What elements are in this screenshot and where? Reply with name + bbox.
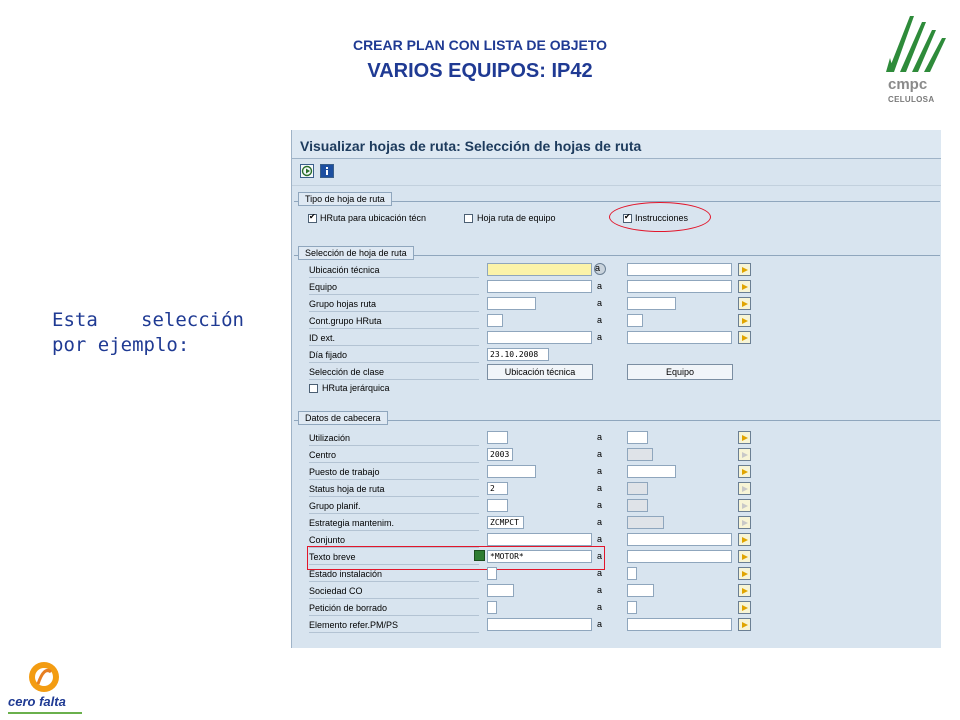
- input-estrategia-mantenim-to: [627, 516, 664, 529]
- range-to-label: a: [597, 332, 603, 342]
- button-ubicacion-tecnica[interactable]: Ubicación técnica: [487, 364, 593, 380]
- input-grupo-hojas-ruta[interactable]: [487, 297, 536, 310]
- checkbox-hruta-ubicacion[interactable]: [308, 214, 317, 223]
- group-tipo-label: Tipo de hoja de ruta: [298, 192, 392, 206]
- multiple-selection-arrow-icon[interactable]: [738, 431, 751, 444]
- input-equipo-to[interactable]: [627, 280, 732, 293]
- input-cont-grupo-hruta[interactable]: [487, 314, 503, 327]
- multiple-selection-arrow-icon[interactable]: [738, 550, 751, 563]
- range-to-label: a: [597, 517, 603, 527]
- multiple-selection-arrow-icon[interactable]: [738, 533, 751, 546]
- input-status-hoja-ruta-to: [627, 482, 648, 495]
- label-sociedad-co: Sociedad CO: [309, 584, 479, 599]
- slide-title-line2: VARIOS EQUIPOS: IP42: [367, 60, 593, 82]
- input-elemento-refer[interactable]: [487, 618, 592, 631]
- input-texto-breve-to[interactable]: [627, 550, 732, 563]
- input-estado-instalacion-to[interactable]: [627, 567, 637, 580]
- label-seleccion-clase: Selección de clase: [309, 365, 479, 380]
- input-dia-fijado[interactable]: 23.10.2008: [487, 348, 549, 361]
- sap-window: [291, 130, 941, 648]
- input-status-hoja-ruta[interactable]: 2: [487, 482, 508, 495]
- range-to-label: a: [597, 281, 603, 291]
- input-estrategia-mantenim[interactable]: ZCMPCT: [487, 516, 524, 529]
- range-to-label: a: [597, 466, 603, 476]
- input-centro[interactable]: 2003: [487, 448, 513, 461]
- celulosa-brand-text: CELULOSA: [888, 95, 935, 104]
- input-centro-to: [627, 448, 653, 461]
- slide-title-line1: CREAR PLAN CON LISTA DE OBJETO: [352, 37, 608, 53]
- label-peticion-borrado: Petición de borrado: [309, 601, 479, 616]
- multiple-selection-arrow-icon[interactable]: [738, 567, 751, 580]
- sap-title-bar: [292, 130, 941, 159]
- input-peticion-borrado[interactable]: [487, 601, 497, 614]
- label-estrategia-mantenim: Estrategia mantenim.: [309, 516, 479, 531]
- input-ubicacion-tecnica[interactable]: [487, 263, 592, 276]
- multiple-selection-arrow-icon: [738, 482, 751, 495]
- input-grupo-hojas-ruta-to[interactable]: [627, 297, 676, 310]
- sap-toolbar: [292, 159, 941, 186]
- cmpc-brand-text: cmpc: [888, 76, 928, 93]
- label-elemento-refer: Elemento refer.PM/PS: [309, 618, 479, 633]
- checkbox-hoja-ruta-equipo-label: Hoja ruta de equipo: [477, 213, 556, 223]
- range-to-label: a: [597, 534, 603, 544]
- cmpc-logo: [880, 14, 946, 104]
- side-text-word1: Esta: [52, 309, 98, 331]
- group-cabecera-label: Datos de cabecera: [298, 411, 388, 425]
- multiple-selection-arrow-icon: [738, 516, 751, 529]
- cmpc-trees-icon: [880, 14, 946, 76]
- input-id-ext-to[interactable]: [627, 331, 732, 344]
- group-seleccion-hoja-ruta: [294, 248, 940, 401]
- multiple-selection-arrow-icon[interactable]: [738, 280, 751, 293]
- label-cont-grupo-hruta: Cont.grupo HRuta: [309, 314, 479, 329]
- label-estado-instalacion: Estado instalación: [309, 567, 479, 582]
- label-dia-fijado: Día fijado: [309, 348, 479, 363]
- side-text-word2: selección: [141, 309, 244, 331]
- multiple-selection-arrow-icon[interactable]: [738, 601, 751, 614]
- input-conjunto[interactable]: [487, 533, 592, 546]
- label-grupo-planif: Grupo planif.: [309, 499, 479, 514]
- input-grupo-planif[interactable]: [487, 499, 508, 512]
- cero-falta-logo: [6, 660, 86, 716]
- input-conjunto-to[interactable]: [627, 533, 732, 546]
- label-centro: Centro: [309, 448, 479, 463]
- multiple-selection-arrow-icon[interactable]: [738, 618, 751, 631]
- input-equipo[interactable]: [487, 280, 592, 293]
- side-text-line2: por ejemplo:: [52, 334, 190, 356]
- range-to-label: a: [597, 500, 603, 510]
- label-conjunto: Conjunto: [309, 533, 479, 548]
- range-to-label: a: [597, 298, 603, 308]
- highlight-oval-instrucciones: [609, 202, 711, 232]
- range-to-label: a: [597, 568, 603, 578]
- label-puesto-trabajo: Puesto de trabajo: [309, 465, 479, 480]
- input-puesto-trabajo-to[interactable]: [627, 465, 676, 478]
- input-puesto-trabajo[interactable]: [487, 465, 536, 478]
- label-utilizacion: Utilización: [309, 431, 479, 446]
- group-seleccion-label: Selección de hoja de ruta: [298, 246, 414, 260]
- sap-window-title: Visualizar hojas de ruta: Selección de hojas de ruta: [300, 138, 642, 154]
- label-grupo-hojas-ruta: Grupo hojas ruta: [309, 297, 479, 312]
- input-texto-breve[interactable]: *MOTOR*: [487, 550, 592, 563]
- button-equipo[interactable]: Equipo: [627, 364, 733, 380]
- multiple-selection-arrow-icon[interactable]: [738, 331, 751, 344]
- range-to-label: a: [597, 483, 603, 493]
- cero-falta-emblem-icon: [24, 660, 64, 696]
- checkbox-hoja-ruta-equipo[interactable]: [464, 214, 473, 223]
- label-equipo: Equipo: [309, 280, 479, 295]
- cero-falta-text: cero falta: [8, 694, 66, 709]
- input-sociedad-co-to[interactable]: [627, 584, 654, 597]
- input-sociedad-co[interactable]: [487, 584, 514, 597]
- multiple-selection-arrow-icon[interactable]: [738, 465, 751, 478]
- input-estado-instalacion[interactable]: [487, 567, 497, 580]
- input-utilizacion[interactable]: [487, 431, 508, 444]
- range-to-label: a: [597, 432, 603, 442]
- input-ubicacion-tecnica-to[interactable]: [627, 263, 732, 276]
- label-status-hoja-ruta: Status hoja de ruta: [309, 482, 479, 497]
- range-to-label: a: [597, 551, 603, 561]
- input-grupo-planif-to: [627, 499, 648, 512]
- checkbox-hruta-jerarquica[interactable]: [309, 384, 318, 393]
- input-peticion-borrado-to[interactable]: [627, 601, 637, 614]
- group-tipo-hoja-ruta: [294, 194, 940, 240]
- multiple-selection-arrow-icon: [738, 499, 751, 512]
- range-to-label: a: [597, 449, 603, 459]
- group-datos-cabecera: [294, 413, 940, 641]
- range-to-label: a: [595, 263, 601, 273]
- range-to-label: a: [597, 619, 603, 629]
- multiple-selection-arrow-icon[interactable]: [738, 297, 751, 310]
- multiple-selection-arrow-icon[interactable]: [738, 584, 751, 597]
- side-text: [52, 308, 244, 358]
- range-to-label: a: [597, 602, 603, 612]
- label-texto-breve: Texto breve: [309, 550, 479, 565]
- input-utilizacion-to[interactable]: [627, 431, 648, 444]
- input-elemento-refer-to[interactable]: [627, 618, 732, 631]
- label-ubicacion-tecnica: Ubicación técnica: [309, 263, 479, 278]
- range-to-label: a: [597, 315, 603, 325]
- input-cont-grupo-hruta-to[interactable]: [627, 314, 643, 327]
- checkbox-hruta-ubicacion-label: HRuta para ubicación técn: [320, 213, 427, 223]
- checkbox-instrucciones-label: Instrucciones: [635, 213, 689, 223]
- execute-icon[interactable]: [300, 164, 314, 178]
- range-to-label: a: [597, 585, 603, 595]
- checkbox-hruta-jerarquica-label: HRuta jerárquica: [322, 383, 390, 393]
- label-id-ext: ID ext.: [309, 331, 479, 346]
- multiple-selection-arrow-icon: [738, 448, 751, 461]
- multiple-selection-arrow-icon[interactable]: [738, 314, 751, 327]
- info-icon[interactable]: [320, 164, 334, 178]
- cero-falta-underline: [8, 712, 82, 714]
- input-id-ext[interactable]: [487, 331, 592, 344]
- multiple-selection-arrow-icon[interactable]: [738, 263, 751, 276]
